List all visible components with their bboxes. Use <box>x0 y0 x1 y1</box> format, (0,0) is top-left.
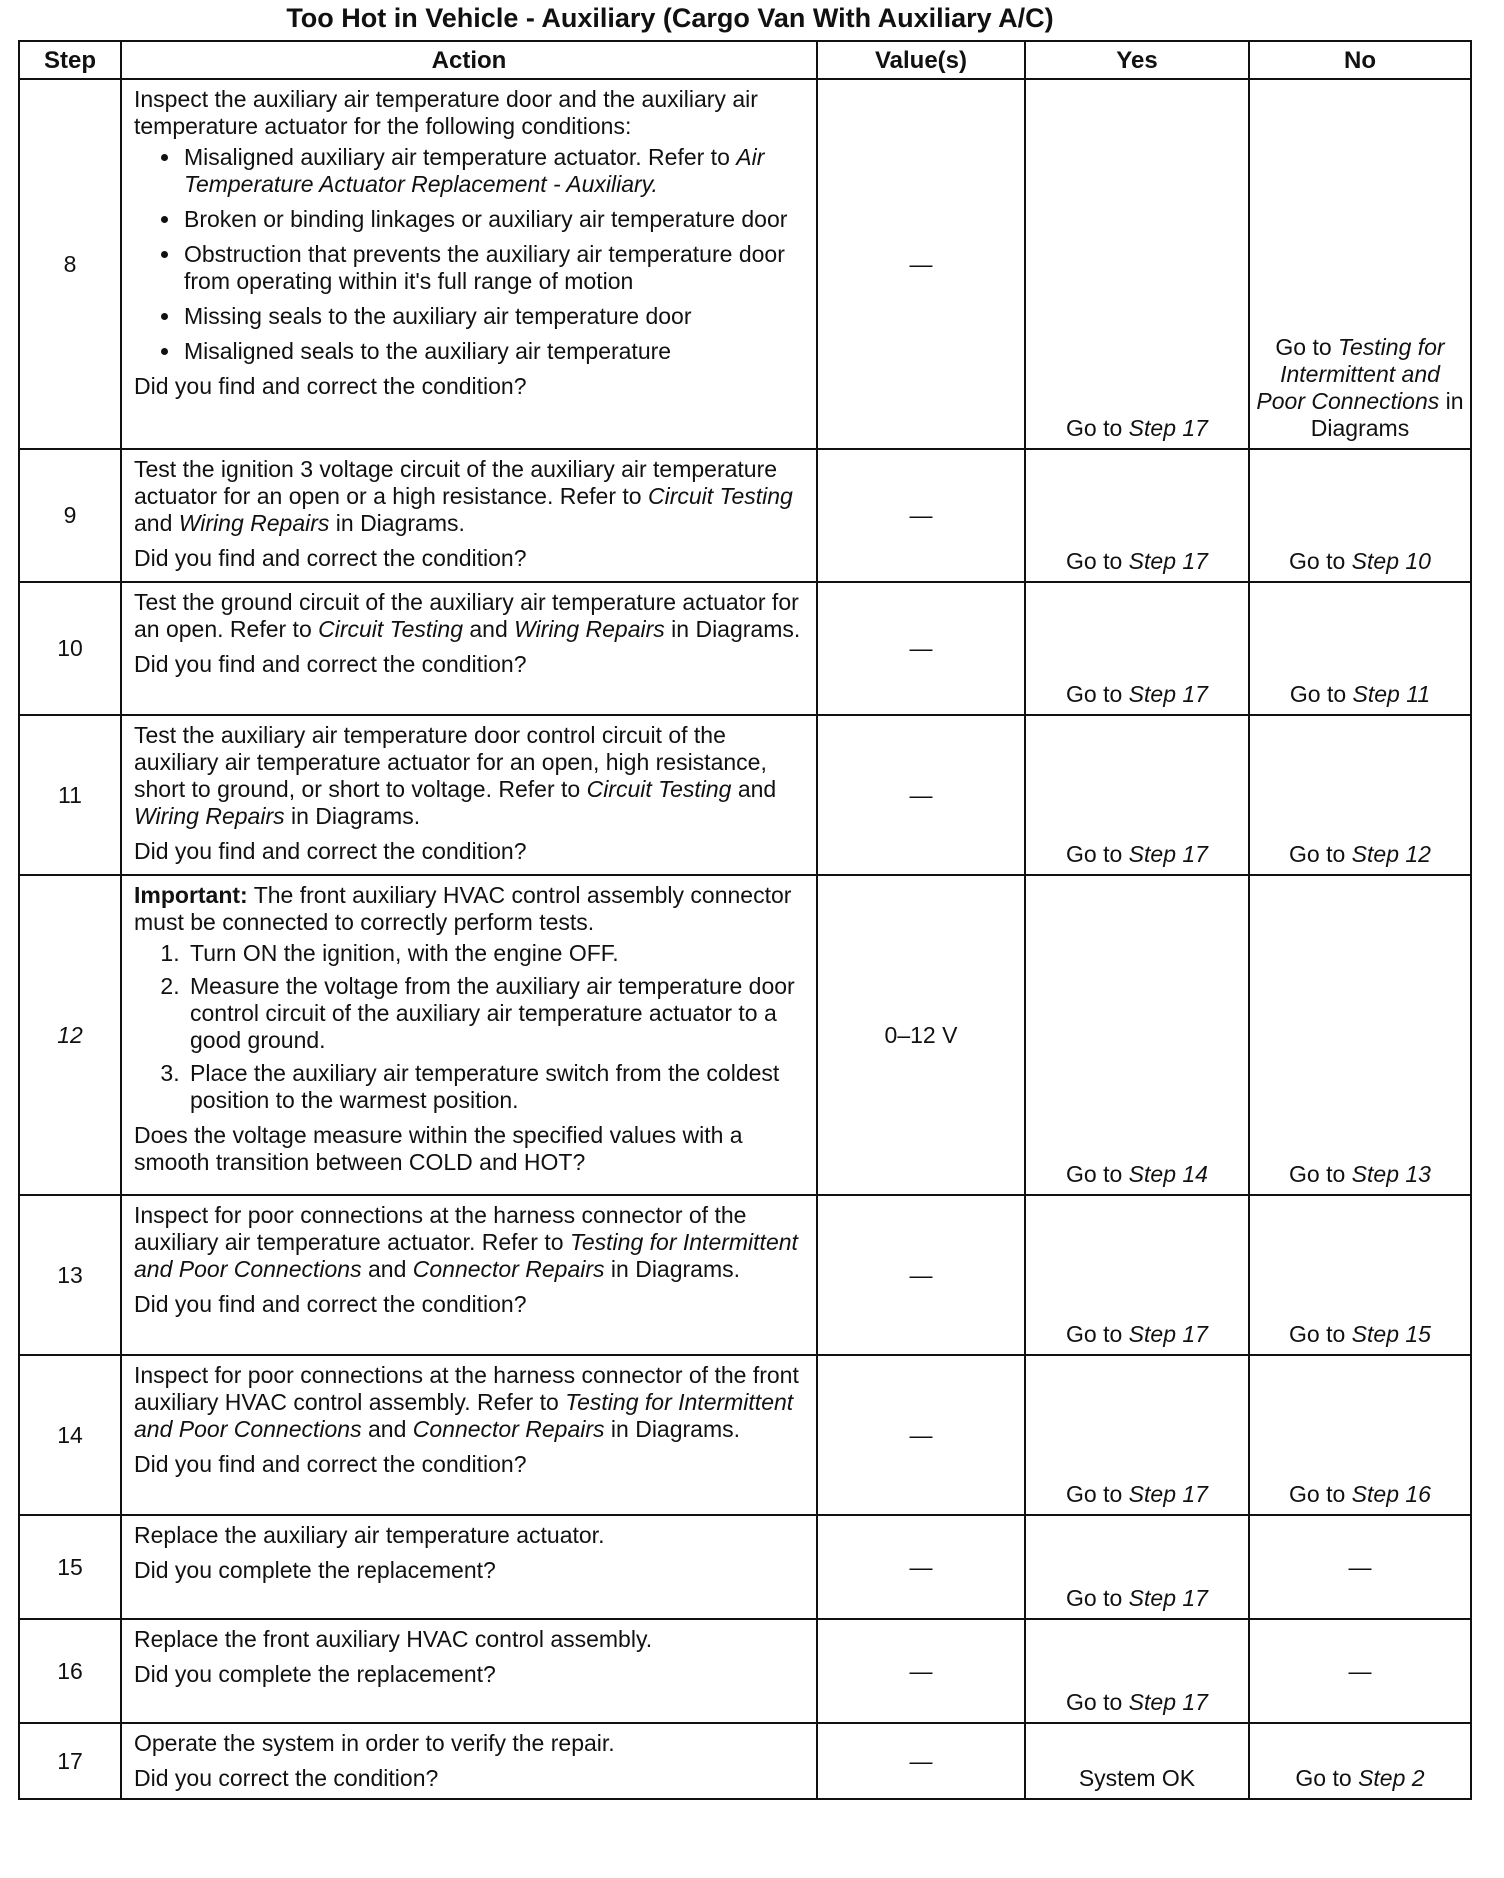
question-text: Did you complete the replacement? <box>134 1661 496 1687</box>
value-cell: — <box>817 582 1025 715</box>
list-item: 2. Measure the voltage from the auxiliary air temperature door control circuit of the auxiliary air temperature actuator to a good ground. <box>186 973 808 1054</box>
action-text: Replace the front auxiliary HVAC control assembly. <box>134 1626 653 1652</box>
header-action: Action <box>121 41 817 79</box>
list-item: 3. Place the auxiliary air temperature switch from the coldest position to the warmest position. <box>186 1060 808 1114</box>
header-values: Value(s) <box>817 41 1025 79</box>
yes-cell: Go to Step 17 <box>1025 1515 1249 1619</box>
header-step: Step <box>19 41 121 79</box>
action-cell <box>121 449 817 582</box>
step-number: 10 <box>19 582 121 715</box>
step-number: 14 <box>19 1355 121 1515</box>
value-cell: — <box>817 1619 1025 1723</box>
yes-cell: Go to Step 17 <box>1025 582 1249 715</box>
value-cell: — <box>817 715 1025 875</box>
no-cell: Go to Step 13 <box>1249 875 1471 1195</box>
action-cell <box>121 1723 817 1799</box>
table-row <box>19 715 1471 875</box>
question-text: Did you find and correct the condition? <box>134 651 527 677</box>
action-cell <box>121 875 817 1195</box>
list-item: • Misaligned auxiliary air temperature actuator. Refer to Air Temperature Actuator Replacement - Auxiliary. <box>182 144 808 198</box>
list-item: • Missing seals to the auxiliary air temperature door <box>182 303 808 330</box>
question-text: Did you complete the replacement? <box>134 1557 496 1583</box>
important-label: Important: <box>134 882 248 908</box>
action-text: Inspect for poor connections at the harness connector of the auxiliary air temperature actuator. Refer to Testing for Intermittent and Poor Connections and Connector Repairs in Diagrams. <box>134 1202 798 1282</box>
no-cell: Go to Step 10 <box>1249 449 1471 582</box>
yes-cell: Go to Step 17 <box>1025 1619 1249 1723</box>
step-reference: Step 17 <box>1128 1481 1208 1507</box>
list-item: • Obstruction that prevents the auxiliary air temperature door from operating within it's full range of motion <box>182 241 808 295</box>
action-cell <box>121 1515 817 1619</box>
yes-cell: Go to Step 17 <box>1025 449 1249 582</box>
no-cell: Go to Step 2 <box>1249 1723 1471 1799</box>
yes-cell: Go to Step 14 <box>1025 875 1249 1195</box>
question-text: Did you find and correct the condition? <box>134 838 527 864</box>
yes-cell: Go to Step 17 <box>1025 715 1249 875</box>
yes-cell: Go to Step 17 <box>1025 79 1249 449</box>
step-number: 17 <box>19 1723 121 1799</box>
action-text: Inspect for poor connections at the harness connector of the front auxiliary HVAC control assembly. Refer to Testing for Intermittent and Poor Connections and Connector Repairs in Diagrams. <box>134 1362 799 1442</box>
yes-cell: System OK <box>1025 1723 1249 1799</box>
question-text: Did you find and correct the condition? <box>134 373 527 399</box>
step-number: 11 <box>19 715 121 875</box>
table-row <box>19 582 1471 715</box>
step-reference: Step 16 <box>1351 1481 1431 1507</box>
page-title: Too Hot in Vehicle - Auxiliary (Cargo Van With Auxiliary A/C) <box>286 3 1054 33</box>
step-reference: Step 17 <box>1128 841 1208 867</box>
question-text: Did you find and correct the condition? <box>134 545 527 571</box>
step-number: 12 <box>19 875 121 1195</box>
step-reference: Step 17 <box>1128 1321 1208 1347</box>
step-reference: Step 17 <box>1128 415 1208 441</box>
table-row <box>19 1355 1471 1515</box>
no-cell: Go to Testing for Intermittent and Poor Connections in Diagrams <box>1249 79 1471 449</box>
no-cell: Go to Step 16 <box>1249 1355 1471 1515</box>
step-reference: Step 12 <box>1351 841 1431 867</box>
action-text: Test the ignition 3 voltage circuit of the auxiliary air temperature actuator for an open or a high resistance. Refer to Circuit Testing and Wiring Repairs in Diagrams. <box>134 456 793 536</box>
procedure-list <box>134 940 808 1114</box>
step-number: 15 <box>19 1515 121 1619</box>
table-row <box>19 875 1471 1195</box>
action-text: Replace the auxiliary air temperature actuator. <box>134 1522 605 1548</box>
table-row <box>19 1515 1471 1619</box>
step-number: 8 <box>19 79 121 449</box>
action-text: Operate the system in order to verify the repair. <box>134 1730 615 1756</box>
yes-cell: Go to Step 17 <box>1025 1355 1249 1515</box>
table-row <box>19 1723 1471 1799</box>
list-item: • Misaligned seals to the auxiliary air temperature <box>182 338 808 365</box>
action-text: Test the auxiliary air temperature door control circuit of the auxiliary air temperature actuator for an open, high resistance, short to ground, or short to voltage. Refer to Circuit Testing and Wiring Repairs in Diagrams. <box>134 722 777 829</box>
action-cell <box>121 715 817 875</box>
step-reference: Step 17 <box>1128 1689 1208 1715</box>
header-no: No <box>1249 41 1471 79</box>
list-item: 1. Turn ON the ignition, with the engine OFF. <box>186 940 808 967</box>
no-cell: Go to Step 11 <box>1249 582 1471 715</box>
step-reference: Step 17 <box>1128 681 1208 707</box>
no-cell: Go to Step 12 <box>1249 715 1471 875</box>
step-reference: Step 11 <box>1352 681 1431 707</box>
no-cell: — <box>1249 1515 1471 1619</box>
table-row <box>19 1195 1471 1355</box>
value-cell: — <box>817 449 1025 582</box>
action-cell <box>121 1195 817 1355</box>
step-number: 13 <box>19 1195 121 1355</box>
value-cell: — <box>817 1195 1025 1355</box>
step-reference: Step 14 <box>1128 1161 1208 1187</box>
value-cell: — <box>817 1355 1025 1515</box>
condition-list <box>134 144 808 365</box>
important-note: Important: The front auxiliary HVAC control assembly connector must be connected to correctly perform tests. <box>134 882 792 935</box>
value-cell: — <box>817 1723 1025 1799</box>
question-text: Did you find and correct the condition? <box>134 1291 527 1317</box>
table-header-row <box>19 41 1471 79</box>
table-row <box>19 79 1471 449</box>
no-cell: — <box>1249 1619 1471 1723</box>
question-text: Does the voltage measure within the specified values with a smooth transition between COLD and HOT? <box>134 1122 743 1175</box>
step-reference: Step 10 <box>1351 548 1431 574</box>
value-cell: 0–12 V <box>817 875 1025 1195</box>
question-text: Did you find and correct the condition? <box>134 1451 527 1477</box>
table-row <box>19 1619 1471 1723</box>
action-text: Inspect the auxiliary air temperature door and the auxiliary air temperature actuator for the following conditions: <box>134 86 758 139</box>
step-reference: Step 2 <box>1358 1765 1425 1791</box>
step-reference: Step 17 <box>1128 1585 1208 1611</box>
step-reference: Step 13 <box>1351 1161 1431 1187</box>
no-cell: Go to Step 15 <box>1249 1195 1471 1355</box>
value-cell: — <box>817 79 1025 449</box>
step-reference: Step 15 <box>1351 1321 1431 1347</box>
step-number: 9 <box>19 449 121 582</box>
list-item: • Broken or binding linkages or auxiliary air temperature door <box>182 206 808 233</box>
reference-link: Air Temperature Actuator Replacement - Auxiliary. <box>184 144 765 197</box>
step-reference: Step 17 <box>1128 548 1208 574</box>
step-number: 16 <box>19 1619 121 1723</box>
table-row <box>19 449 1471 582</box>
action-cell <box>121 79 817 449</box>
question-text: Did you correct the condition? <box>134 1765 439 1791</box>
action-cell <box>121 1619 817 1723</box>
value-cell: — <box>817 1515 1025 1619</box>
reference-link: Testing for Intermittent and Poor Connections <box>1256 334 1445 414</box>
action-text: Test the ground circuit of the auxiliary air temperature actuator for an open. Refer to Circuit Testing and Wiring Repairs in Diagrams. <box>134 589 801 642</box>
header-yes: Yes <box>1025 41 1249 79</box>
action-cell <box>121 1355 817 1515</box>
yes-cell: Go to Step 17 <box>1025 1195 1249 1355</box>
action-cell <box>121 582 817 715</box>
diagnostic-table <box>18 40 1472 1800</box>
